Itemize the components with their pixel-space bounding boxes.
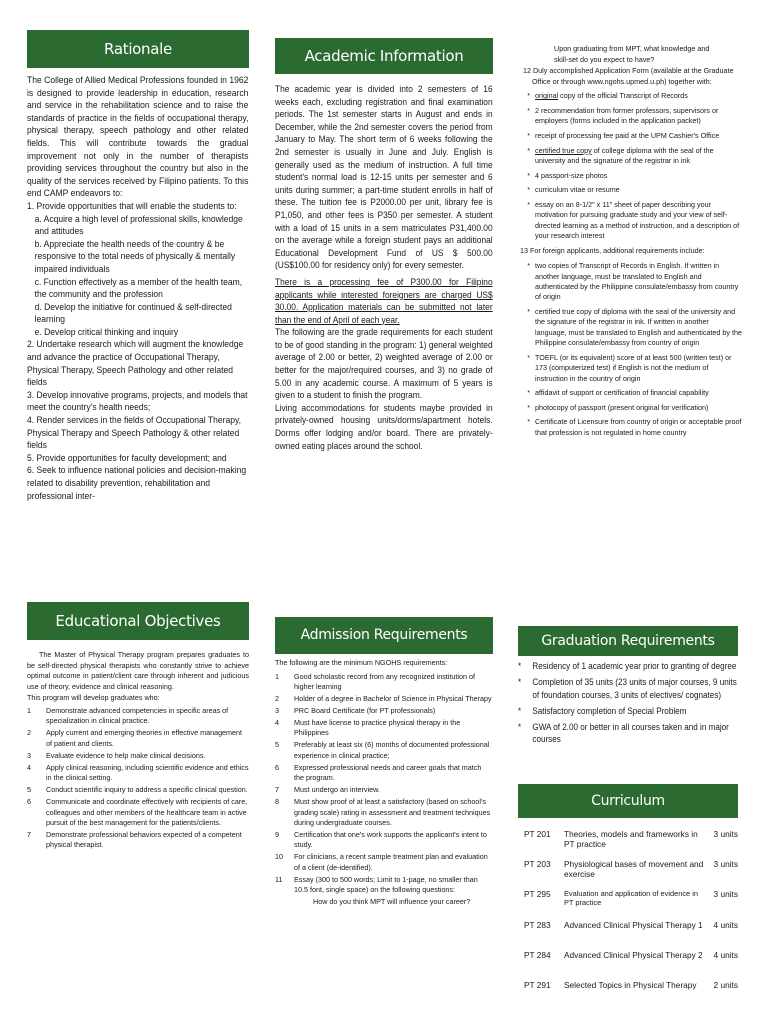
table-row xyxy=(524,859,738,889)
bullet: * xyxy=(527,130,530,140)
course-units: 4 units xyxy=(713,919,738,930)
list-item xyxy=(275,672,493,693)
item-text: photocopy of passport (present original for verification) xyxy=(535,402,709,412)
item-number: 3 xyxy=(275,706,279,715)
academic-paragraph: The academic year is divided into 2 semesters of 16 weeks each, excluding registration and final examination periods. The 1st semester starts in August and ends in December, while the 2nd semester covers the period from January to May. The short term of 6 weeks following the 2nd semester is usually in June and July. English is generally used as the medium of instruction. A full time student's normal load is 12-15 units per semester and 6 units during summer; a part-time student enrolls in half of these. The tuition fee is P2000.00 per unit, library fee is P1,050, and other fees is P350 per semester. A student with a load of 15 units in a sem matriculates P31,400.00 on the average while a foreign student pays an additional Educational Development Fund of US $ 500.00 (US$100.00 for residency only) for every semester. xyxy=(275,84,493,271)
course-title: Selected Topics in Physical Therapy xyxy=(564,979,697,990)
item-number: 7 xyxy=(27,830,31,839)
objectives-heading: Educational Objectives xyxy=(27,602,249,640)
item-text: TOEFL (or its equivalent) score of at least 500 (written test) or 173 (computerized test) if English is not the medium of instruction in the country of origin xyxy=(535,352,732,383)
bullet: * xyxy=(527,417,530,427)
list-item xyxy=(518,721,739,746)
bullet: * xyxy=(527,199,530,209)
academic-section xyxy=(275,38,493,452)
curriculum-heading: Curriculum xyxy=(518,784,738,818)
item-number: 10 xyxy=(275,852,283,862)
table-row xyxy=(524,950,738,980)
objectives-lead: This program will develop graduates who: xyxy=(27,693,160,703)
list-item xyxy=(518,705,739,718)
item-text: Demonstrate professional behaviors expected of a competent physical therapist. xyxy=(46,830,242,850)
item-number: 5 xyxy=(27,785,31,795)
course-title: Evaluation and application of evidence in PT practice xyxy=(564,889,698,908)
course-title: Theories, models and frameworks in PT practice xyxy=(564,829,698,849)
bullet: * xyxy=(527,261,530,271)
course-code: PT 291 xyxy=(524,979,551,990)
item-text: Conduct scientific inquiry to address a specific clinical question. xyxy=(46,785,248,795)
item-text: Apply clinical reasoning, including scientific evidence and ethics in the clinical setting. xyxy=(46,762,249,783)
academic-heading: Academic Information xyxy=(275,38,493,74)
item-number: 6 xyxy=(27,797,31,807)
list-item xyxy=(275,706,493,716)
item-text: Preferably at least six (6) months of documented professional experience in clinical practice; xyxy=(294,740,490,760)
item-text: Completion of 35 units (23 units of major courses, 9 units of foundation courses, 3 units of electives/ cognates) xyxy=(532,677,737,700)
course-units: 3 units xyxy=(713,829,738,839)
item-number: 6 xyxy=(275,762,279,772)
item-text: curriculum vitae or resume xyxy=(535,185,620,195)
list-item xyxy=(520,307,742,349)
course-code: PT 284 xyxy=(524,949,551,960)
objectives-intro: The Master of Physical Therapy program prepares graduates to be self-directed physical therapists who constantly strive to achieve optimal outcome in patient/client care through inherent and judicious use of theory, evidence and clinical reasoning. xyxy=(27,650,249,691)
grade-requirements-paragraph: The following are the grade requirements for each student to be of good standing in the program: 1) general weighted average of 2.00 or better, 2) weighted average of 2.00 or better for the major/required courses, and 3) no grade of 5.00 in any academic course. A maximum of 5 years is given to a student to finish the program. xyxy=(275,327,493,401)
list-item xyxy=(520,131,742,141)
rationale-item: b. Appreciate the health needs of the country & be responsive to the total needs of physically & mentally impaired individuals xyxy=(34,238,236,274)
course-title: Advanced Clinical Physical Therapy 2 xyxy=(564,949,703,960)
rationale-item: 4. Render services in the fields of Occupational Therapy, Physical Therapy and Speech Pathology & other related fields xyxy=(27,415,242,451)
curriculum-table xyxy=(518,829,738,1010)
bullet: * xyxy=(518,677,522,688)
item-text: essay on an 8-1/2" x 11" sheet of paper describing your motivation for pursuing graduate study and your view of self-directed learning as a method of instruction, and a description of your research interest xyxy=(535,199,740,240)
list-item xyxy=(518,676,739,701)
list-item xyxy=(275,718,493,739)
item-text: Must show proof of at least a satisfactory (based on school's grading scale) rating in assessment and treatment techniques during undergraduate courses. xyxy=(294,797,491,828)
list-item xyxy=(275,830,493,851)
list-item xyxy=(275,740,493,761)
item-text: GWA of 2.00 or better in all courses taken and in major courses xyxy=(532,721,729,745)
item-text: Must have license to practice physical therapy in the Philippines xyxy=(294,718,461,738)
item-text: For clinicians, a recent sample treatment plan and evaluation of a client (de-identified). xyxy=(294,852,488,872)
requirement-12: 12 Duly accomplished Application Form (available at the Graduate Office or through www.ngohs.upmed.u.ph) together with: xyxy=(523,66,734,86)
admission-section xyxy=(275,617,493,908)
item-text: Good scholastic record from any recognized institution of higher learning xyxy=(294,671,475,691)
list-item xyxy=(27,785,249,795)
rationale-item: 3. Develop innovative programs, projects, and models that meet the country's health needs; xyxy=(27,389,248,413)
table-row xyxy=(524,829,738,859)
list-item xyxy=(520,200,742,242)
graduation-list xyxy=(518,660,739,746)
item-text: Must undergo an interview. xyxy=(294,785,380,795)
admission-list xyxy=(275,672,493,896)
list-item xyxy=(27,751,249,761)
item-text: Certification that one's work supports the applicant's intent to study. xyxy=(294,830,487,850)
course-code: PT 201 xyxy=(524,829,551,839)
item-number: 11 xyxy=(275,874,283,884)
list-item xyxy=(520,403,742,413)
rationale-item: e. Develop critical thinking and inquiry xyxy=(34,326,179,337)
item-number: 4 xyxy=(27,762,31,772)
rationale-item: c. Function effectively as a member of the health team, the community and the profession xyxy=(34,276,243,300)
essay-question-1: How do you think MPT will influence your career? xyxy=(313,897,471,907)
admission-lead: The following are the minimum NGOHS requirements: xyxy=(275,658,448,667)
objectives-list xyxy=(27,706,249,851)
list-item xyxy=(520,417,742,438)
academic-body xyxy=(275,83,493,452)
requirement-13: 13 For foreign applicants, additional requirements include: xyxy=(520,245,705,255)
course-code: PT 203 xyxy=(524,859,551,870)
bullet: * xyxy=(527,105,530,115)
bullet: * xyxy=(527,352,530,362)
curriculum-section xyxy=(518,784,738,1010)
bullet: * xyxy=(527,306,530,316)
item-text: certified true copy of college diploma with the seal of the university and the signature of the registrar in ink xyxy=(535,145,714,165)
rationale-item: 1. Provide opportunities that will enable the students to: xyxy=(27,200,237,211)
table-row xyxy=(524,889,738,919)
bullet: * xyxy=(527,388,530,398)
course-units: 3 units xyxy=(713,859,738,870)
bullet: * xyxy=(518,705,522,716)
item-text: original copy of the official Transcript of Records xyxy=(535,91,688,101)
left-column xyxy=(27,30,249,502)
rationale-intro: The College of Allied Medical Professions founded in 1962 is designed to provide leadership in education, research and service in the rehabilitation science and to raise the standards of practice in the fields of occupational therapy, physical therapy, speech pathology and other related fields. This will contribute towards the gradual improvement not only in the number of therapists providing services throughout the country but also in the quality of the services received by Filipino patients. To this end CAMP endeavors to: xyxy=(27,75,249,199)
item-text: Demonstrate advanced competencies in specific areas of specialization in clinical practice. xyxy=(46,705,229,726)
accommodations-paragraph: Living accommodations for students maybe provided in privately-owned housing units/dorms/apartment hotels. Dorms offer lodging and/or board. There are privately-owned eating places around the school. xyxy=(275,402,493,451)
item-text: two copies of Transcript of Records in English. If written in another language, must be translated to English and authenticated by the Philippine consulate/embassy from country of origin xyxy=(535,261,739,302)
bullet: * xyxy=(518,661,522,671)
course-units: 3 units xyxy=(713,889,738,900)
list-item xyxy=(275,785,493,795)
list-item xyxy=(27,797,249,828)
item-text: Apply current and emerging theories in effective management of patient and clients. xyxy=(46,728,243,748)
list-item xyxy=(275,852,493,873)
item-text: Satisfactory completion of Special Problem xyxy=(532,705,687,716)
list-item xyxy=(520,388,742,398)
item-number: 4 xyxy=(275,718,279,727)
rationale-item: a. Acquire a high level of professional skills, knowledge and attitudes xyxy=(34,213,243,237)
item-number: 5 xyxy=(275,740,279,750)
item-number: 9 xyxy=(275,830,279,840)
list-item xyxy=(275,875,493,896)
item-text: PRC Board Certificate (for PT professionals) xyxy=(294,706,436,715)
item-text: Residency of 1 academic year prior to granting of degree xyxy=(532,661,737,671)
admission-heading: Admission Requirements xyxy=(275,617,493,654)
item-text: receipt of processing fee paid at the UPM Cashier's Office xyxy=(535,130,720,140)
course-code: PT 295 xyxy=(524,889,551,900)
item-number: 2 xyxy=(27,728,31,738)
list-item xyxy=(520,185,742,195)
item-text: certified true copy of diploma with the seal of the university and the signature of the registrar in ink. If written in another language, must be translated to English and authenticated by the Philippine consulate/embassy from country of origin xyxy=(535,306,742,348)
item-text: Evaluate evidence to help make clinical decisions. xyxy=(46,750,206,760)
list-item xyxy=(520,106,742,127)
rationale-heading: Rationale xyxy=(27,30,249,68)
list-item xyxy=(27,706,249,727)
item-number: 1 xyxy=(275,671,279,681)
list-item xyxy=(27,763,249,784)
bullet: * xyxy=(518,721,522,732)
processing-fee-paragraph: There is a processing fee of P300.00 for Filipino applicants while interested foreigners are charged US$ 30.00. Application materials can be submitted not later than the end of April of each year. xyxy=(275,276,493,325)
item-number: 2 xyxy=(275,694,279,703)
item-text: 4 passport-size photos xyxy=(535,170,608,180)
item-text: Certificate of Licensure from country of origin or acceptable proof that profession is not regulated in home country xyxy=(535,417,742,437)
rationale-item: 5. Provide opportunities for faculty development; and xyxy=(27,452,227,463)
list-item xyxy=(275,797,493,828)
item-text: Holder of a degree in Bachelor of Science in Physical Therapy xyxy=(294,694,492,703)
rationale-item: 6. Seek to influence national policies and decision-making related to disability prevention, rehabilitation and professional inter- xyxy=(27,465,247,501)
bullet: * xyxy=(527,91,530,101)
table-row xyxy=(524,980,738,1010)
essay-question-2: Upon graduating from MPT, what knowledge and skill-set do you expect to have? xyxy=(554,44,710,64)
course-code: PT 283 xyxy=(524,919,551,930)
bullet: * xyxy=(527,170,530,180)
course-units: 2 units xyxy=(713,979,738,990)
list-item xyxy=(520,171,742,181)
graduation-heading: Graduation Requirements xyxy=(518,626,738,656)
requirements-continued xyxy=(520,44,742,442)
item-text: 2 recommendation from former professors, supervisors or employers (forms included in the application packet) xyxy=(535,105,719,126)
bullet: * xyxy=(527,185,530,195)
list-item xyxy=(520,146,742,167)
list-item xyxy=(518,660,739,673)
item-text: Expressed professional needs and career goals that match the program. xyxy=(294,762,482,783)
list-item xyxy=(275,763,493,784)
table-row xyxy=(524,920,738,950)
item-number: 3 xyxy=(27,750,31,760)
rationale-list xyxy=(27,200,248,502)
requirement-12-list xyxy=(520,91,742,241)
bullet: * xyxy=(527,145,530,155)
objectives-section xyxy=(27,602,249,852)
course-title: Advanced Clinical Physical Therapy 1 xyxy=(564,919,703,930)
item-text: Essay (300 to 500 words; Limit to 1-page, no smaller than 10.5 font, single space) on the following questions: xyxy=(294,874,478,895)
item-number: 1 xyxy=(27,705,31,715)
bullet: * xyxy=(527,402,530,412)
list-item xyxy=(27,830,249,851)
course-units: 4 units xyxy=(713,949,738,960)
list-item xyxy=(275,694,493,704)
list-item xyxy=(520,353,742,384)
list-item xyxy=(27,728,249,749)
item-text: affidavit of support or certification of financial capability xyxy=(535,388,709,398)
item-number: 7 xyxy=(275,785,279,795)
list-item xyxy=(520,91,742,101)
list-item xyxy=(520,261,742,303)
rationale-item: 2. Undertake research which will augment the knowledge and advance the practice of Occupational Therapy, Physical Therapy, Speech Pathology and other related fields xyxy=(27,339,244,388)
graduation-section xyxy=(518,626,738,750)
item-number: 8 xyxy=(275,797,279,807)
course-title: Physiological bases of movement and exercise xyxy=(564,859,704,880)
item-text: Communicate and coordinate effectively with recipients of care, colleagues and other members of the healthcare team in active pursuit of the best management for the patients/clients. xyxy=(46,797,248,827)
rationale-item: d. Develop the initiative for continued & self-directed learning xyxy=(34,301,232,325)
requirement-13-list xyxy=(520,261,742,438)
